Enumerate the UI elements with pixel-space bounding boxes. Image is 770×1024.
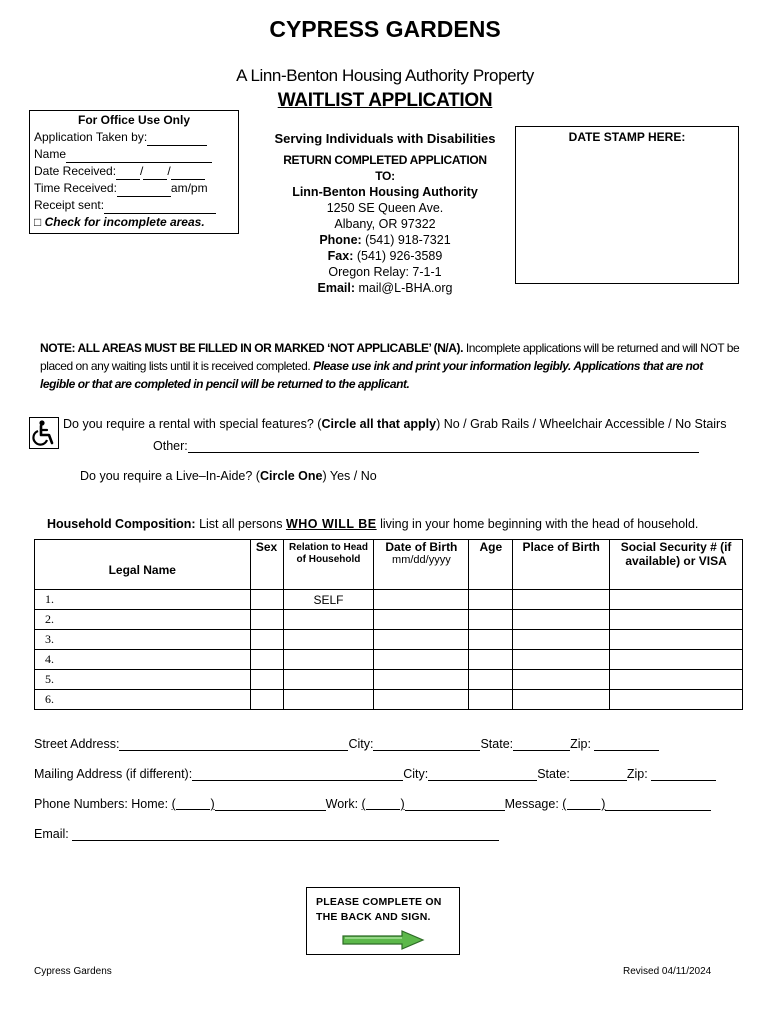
- office-heading: For Office Use Only: [77, 113, 191, 127]
- col-dob: [374, 540, 469, 590]
- org-street: 1250 SE Queen Ave.: [326, 201, 444, 215]
- household-who: WHO WILL BE: [285, 517, 377, 531]
- street-label: Street Address:: [34, 737, 120, 751]
- zip-field[interactable]: [594, 738, 659, 751]
- table-row: [35, 690, 743, 710]
- org-phone: [272, 232, 498, 248]
- col-place-of-birth: Place of Birth: [513, 540, 610, 590]
- taken-by-label: Application Taken by:: [34, 130, 148, 144]
- home-area-code[interactable]: ( ): [171, 797, 215, 811]
- special-q-start: Do you require a rental with special features? (: [63, 417, 322, 431]
- work-area-code[interactable]: ( ): [361, 797, 405, 811]
- return-line-1: RETURN COMPLETED APPLICATION: [283, 153, 487, 167]
- aide-q-end: ) Yes / No: [322, 469, 377, 483]
- note-bold: NOTE: ALL AREAS MUST BE FILLED IN OR MARKED ‘NOT APPLICABLE’ (N/A).: [40, 341, 463, 355]
- state-label: State:: [537, 767, 570, 781]
- city-label: City:: [348, 737, 374, 751]
- date-received-day[interactable]: [143, 167, 167, 180]
- cell-sex[interactable]: [250, 590, 283, 610]
- cell-ssn[interactable]: [610, 630, 743, 650]
- zip-label: Zip:: [626, 767, 648, 781]
- fax-value: (541) 926-3589: [356, 249, 443, 263]
- street-address-row: [34, 737, 659, 751]
- col-dob-label: Date of Birth: [385, 540, 458, 554]
- cell-age[interactable]: [469, 690, 513, 710]
- phone-row: [34, 797, 711, 811]
- email-value: mail@L-BHA.org: [358, 281, 453, 295]
- cell-relation[interactable]: [283, 610, 374, 630]
- date-stamp-box: [515, 126, 739, 284]
- table-row: [35, 590, 743, 610]
- cell-ssn[interactable]: [610, 670, 743, 690]
- receipt-sent-field[interactable]: [104, 201, 216, 214]
- other-label: Other:: [153, 439, 188, 453]
- arrow-right-icon: [340, 929, 426, 956]
- row-number[interactable]: 2.: [35, 610, 251, 630]
- mailing-city-field[interactable]: [428, 768, 537, 781]
- cell-sex[interactable]: [250, 610, 283, 630]
- footer-revised: Revised 04/11/2024: [623, 966, 712, 977]
- time-received-field[interactable]: [117, 184, 171, 197]
- col-relation: Relation to Head of Household: [283, 540, 374, 590]
- household-table: [34, 539, 743, 710]
- state-field[interactable]: [513, 738, 570, 751]
- receipt-sent-row: [34, 197, 234, 214]
- cell-sex[interactable]: [250, 630, 283, 650]
- city-field[interactable]: [373, 738, 480, 751]
- col-sex: Sex: [250, 540, 283, 590]
- applicant-email-field[interactable]: [72, 828, 499, 841]
- row-number[interactable]: 5.: [35, 670, 251, 690]
- date-received-label: Date Received:: [34, 164, 117, 178]
- mailing-address-row: [34, 767, 716, 781]
- cell-ssn[interactable]: [610, 610, 743, 630]
- mailing-field[interactable]: [192, 768, 403, 781]
- phone-value: (541) 918-7321: [365, 233, 451, 247]
- col-ssn: Social Security # (if available) or VISA: [610, 540, 743, 590]
- cell-dob[interactable]: [374, 670, 469, 690]
- cell-pob[interactable]: [513, 610, 610, 630]
- other-row: [153, 439, 699, 453]
- cell-sex[interactable]: [250, 650, 283, 670]
- cell-pob[interactable]: [513, 690, 610, 710]
- row-number[interactable]: 3.: [35, 630, 251, 650]
- street-field[interactable]: [119, 738, 348, 751]
- row-number[interactable]: 4.: [35, 650, 251, 670]
- col-dob-format: mm/dd/yyyy: [392, 554, 451, 566]
- work-phone-label: Work:: [325, 797, 359, 811]
- cell-age[interactable]: [469, 630, 513, 650]
- note-paragraph: [40, 339, 740, 393]
- cell-sex[interactable]: [250, 670, 283, 690]
- org-email: [272, 280, 498, 296]
- org-name: Linn-Benton Housing Authority: [292, 185, 478, 199]
- table-header-row: [35, 540, 743, 590]
- office-name-row: [34, 146, 234, 163]
- cell-relation[interactable]: SELF: [283, 590, 374, 610]
- form-title: WAITLIST APPLICATION: [277, 90, 493, 111]
- row-number[interactable]: 6.: [35, 690, 251, 710]
- time-received-row: [34, 180, 234, 197]
- subtitle: A Linn-Benton Housing Authority Property: [236, 66, 534, 85]
- office-name-field[interactable]: [66, 150, 212, 163]
- table-row: [35, 610, 743, 630]
- taken-by-field[interactable]: [147, 133, 207, 146]
- row-number[interactable]: 1.: [35, 590, 251, 610]
- date-received-year[interactable]: [171, 167, 205, 180]
- org-relay: Oregon Relay: 7-1-1: [328, 265, 442, 279]
- cell-dob[interactable]: [374, 690, 469, 710]
- work-phone-field[interactable]: [405, 798, 505, 811]
- complete-line-1: PLEASE COMPLETE ON: [316, 896, 442, 908]
- note-bold-italic: Please use ink and print your information legibly. Applications that are not legible or that are completed in pencil will be returned to the applicant.: [40, 359, 703, 391]
- incomplete-check-row[interactable]: [34, 214, 234, 231]
- page-title: CYPRESS GARDENS: [269, 16, 501, 42]
- cell-dob[interactable]: [374, 630, 469, 650]
- other-field[interactable]: [188, 440, 699, 453]
- col-age: Age: [469, 540, 513, 590]
- date-stamp-label: DATE STAMP HERE:: [568, 130, 686, 144]
- mailing-zip-field[interactable]: [651, 768, 716, 781]
- message-phone-field[interactable]: [605, 798, 711, 811]
- footer-left: Cypress Gardens: [34, 966, 112, 977]
- state-label: State:: [480, 737, 514, 751]
- cell-dob[interactable]: [374, 590, 469, 610]
- receipt-sent-label: Receipt sent:: [34, 198, 105, 212]
- org-fax: [272, 248, 498, 264]
- time-received-label: Time Received:: [34, 181, 117, 195]
- date-received-row: [34, 163, 234, 180]
- cell-ssn[interactable]: [610, 650, 743, 670]
- office-use-box: [29, 110, 239, 234]
- special-q-bold: Circle all that apply: [321, 417, 437, 431]
- table-row: [35, 650, 743, 670]
- home-phone-label: Phone Numbers: Home:: [34, 797, 169, 811]
- live-in-aide-question: [80, 469, 377, 483]
- date-slash: /: [140, 164, 144, 178]
- note-normal: Incomplete applications will be returned and will NOT be placed on any waiting lists until it is received completed.: [40, 341, 740, 373]
- cell-age[interactable]: [469, 590, 513, 610]
- complete-line-2: THE BACK AND SIGN.: [316, 911, 431, 923]
- table-row: [35, 670, 743, 690]
- cell-pob[interactable]: [513, 650, 610, 670]
- cell-age[interactable]: [469, 670, 513, 690]
- household-heading: [47, 517, 698, 531]
- cell-dob[interactable]: [374, 610, 469, 630]
- home-phone-field[interactable]: [215, 798, 326, 811]
- ampm-label: am/pm: [170, 181, 208, 195]
- cell-sex[interactable]: [250, 690, 283, 710]
- cell-pob[interactable]: [513, 630, 610, 650]
- email-label: Email:: [317, 281, 356, 295]
- email-row: [34, 827, 499, 841]
- incomplete-check-label: Check for incomplete areas.: [44, 215, 205, 229]
- applicant-email-label: Email:: [34, 827, 69, 841]
- aide-q-bold: Circle One: [259, 469, 323, 483]
- org-city: Albany, OR 97322: [334, 217, 436, 231]
- col-legal-name: Legal Name: [35, 540, 251, 590]
- checkbox-icon[interactable]: □: [34, 215, 42, 229]
- message-area-code[interactable]: ( ): [562, 797, 606, 811]
- date-received-month[interactable]: [116, 167, 140, 180]
- wheelchair-icon: [29, 417, 59, 449]
- special-q-end: ) No / Grab Rails / Wheelchair Accessible / No Stairs: [436, 417, 727, 431]
- mailing-state-field[interactable]: [570, 768, 627, 781]
- return-line-2: TO:: [375, 169, 395, 183]
- office-name-label: Name: [34, 147, 67, 161]
- taken-by-row: [34, 129, 234, 146]
- contact-block: [272, 131, 498, 296]
- mailing-label: Mailing Address (if different):: [34, 767, 193, 781]
- cell-age[interactable]: [469, 610, 513, 630]
- cell-age[interactable]: [469, 650, 513, 670]
- phone-label: Phone:: [319, 233, 362, 247]
- cell-relation[interactable]: [283, 630, 374, 650]
- fax-label: Fax:: [327, 249, 354, 263]
- cell-ssn[interactable]: [610, 690, 743, 710]
- household-label: Household Composition:: [47, 517, 196, 531]
- cell-relation[interactable]: [283, 690, 374, 710]
- serving-text: Serving Individuals with Disabilities: [274, 131, 496, 146]
- cell-relation[interactable]: [283, 650, 374, 670]
- date-slash: /: [167, 164, 171, 178]
- table-row: [35, 630, 743, 650]
- aide-q-start: Do you require a Live–In-Aide? (: [80, 469, 260, 483]
- special-features-question: [63, 417, 726, 431]
- zip-label: Zip:: [570, 737, 591, 751]
- cell-pob[interactable]: [513, 670, 610, 690]
- message-phone-label: Message:: [504, 797, 559, 811]
- cell-relation[interactable]: [283, 670, 374, 690]
- cell-dob[interactable]: [374, 650, 469, 670]
- household-text-2: living in your home beginning with the head of household.: [376, 517, 699, 531]
- household-text-1: List all persons: [195, 517, 286, 531]
- city-label: City:: [403, 767, 429, 781]
- cell-pob[interactable]: [513, 590, 610, 610]
- cell-ssn[interactable]: [610, 590, 743, 610]
